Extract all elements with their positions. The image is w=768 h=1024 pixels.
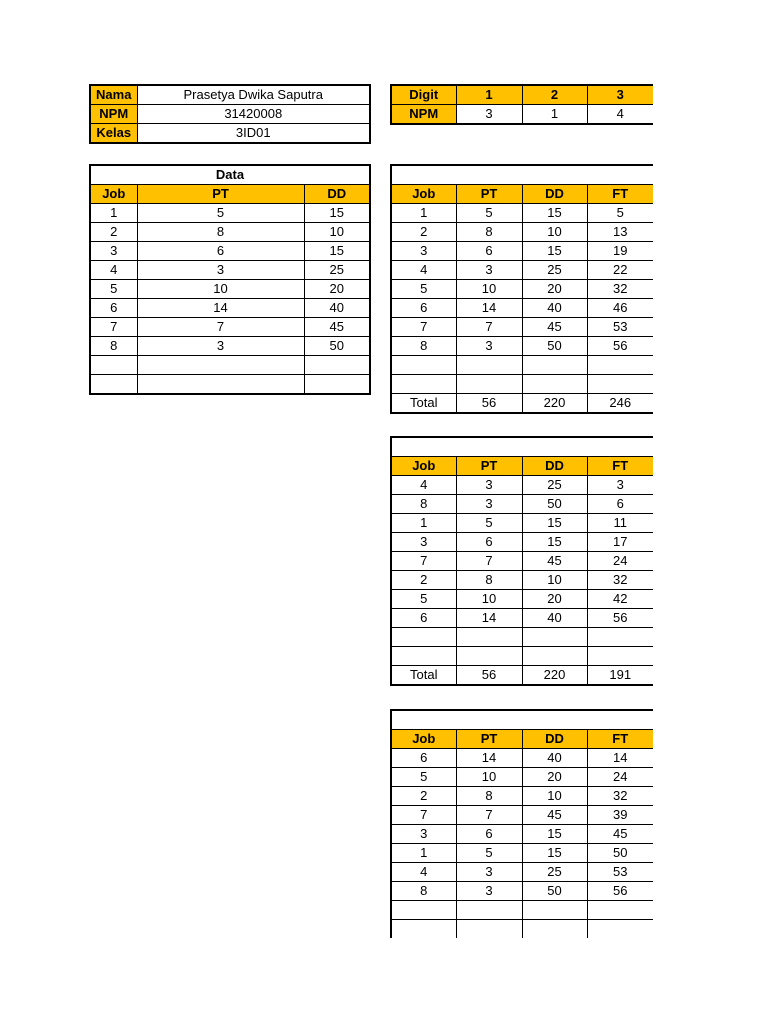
schedule-cell: 4 xyxy=(391,863,456,882)
npm-digit-table xyxy=(390,84,653,125)
schedule-total-cell: 246 xyxy=(587,394,653,414)
schedule-cell xyxy=(587,356,653,375)
data-cell: 8 xyxy=(137,223,304,242)
data-cell: 4 xyxy=(90,261,137,280)
table-row xyxy=(391,825,653,844)
table-row xyxy=(391,375,653,394)
schedule-cell xyxy=(587,375,653,394)
schedule-cell xyxy=(456,375,522,394)
schedule-cell: 10 xyxy=(456,590,522,609)
schedule-cell: 50 xyxy=(522,882,587,901)
table-row xyxy=(90,299,370,318)
data-cell: 7 xyxy=(90,318,137,337)
schedule-column-header: FT xyxy=(587,185,653,204)
schedule-cell: 10 xyxy=(522,571,587,590)
schedule-title-cell xyxy=(391,165,653,185)
schedule-cell: 1 xyxy=(391,844,456,863)
schedule-cell: 7 xyxy=(456,552,522,571)
schedule-cell: 40 xyxy=(522,299,587,318)
schedule-cell: 8 xyxy=(456,571,522,590)
schedule-cell xyxy=(391,356,456,375)
schedule-cell: 10 xyxy=(522,787,587,806)
table-row xyxy=(391,337,653,356)
schedule-cell: 15 xyxy=(522,533,587,552)
schedule-cell: 24 xyxy=(587,552,653,571)
table-row xyxy=(391,749,653,768)
schedule-header-row xyxy=(391,457,653,476)
schedule-cell: 45 xyxy=(522,806,587,825)
schedule-cell: 14 xyxy=(456,299,522,318)
data-cell xyxy=(137,356,304,375)
table-row xyxy=(391,768,653,787)
data-cell: 7 xyxy=(137,318,304,337)
schedule-cell: 50 xyxy=(587,844,653,863)
schedule-cell: 5 xyxy=(456,844,522,863)
schedule-column-header: PT xyxy=(456,730,522,749)
schedule-cell xyxy=(391,628,456,647)
table-row xyxy=(391,901,653,920)
table-row xyxy=(391,476,653,495)
schedule-cell: 6 xyxy=(456,242,522,261)
table-row xyxy=(90,242,370,261)
table-row xyxy=(391,204,653,223)
table-row xyxy=(391,571,653,590)
schedule-total-label: Total xyxy=(391,394,456,414)
schedule-cell xyxy=(456,901,522,920)
schedule-cell xyxy=(456,628,522,647)
data-cell: 20 xyxy=(304,280,370,299)
schedule-cell: 3 xyxy=(456,476,522,495)
schedule-cell: 56 xyxy=(587,609,653,628)
schedule-cell: 24 xyxy=(587,768,653,787)
digit-header-row xyxy=(391,85,653,105)
schedule-cell: 5 xyxy=(391,280,456,299)
schedule-cell: 3 xyxy=(391,825,456,844)
data-column-header: Job xyxy=(90,185,137,204)
schedule-cell: 15 xyxy=(522,844,587,863)
schedule-title-row xyxy=(391,165,653,185)
schedule-column-header: Job xyxy=(391,185,456,204)
schedule-cell: 10 xyxy=(456,280,522,299)
schedule-cell: 25 xyxy=(522,476,587,495)
data-cell: 40 xyxy=(304,299,370,318)
schedule-cell: 5 xyxy=(391,590,456,609)
data-cell xyxy=(90,375,137,395)
table-row xyxy=(90,223,370,242)
schedule-column-header: FT xyxy=(587,457,653,476)
table-row xyxy=(391,647,653,666)
table-row xyxy=(90,337,370,356)
schedule-cell: 1 xyxy=(391,514,456,533)
schedule-cell: 32 xyxy=(587,787,653,806)
table-row xyxy=(391,280,653,299)
schedule-cell: 14 xyxy=(587,749,653,768)
table-row xyxy=(391,882,653,901)
table-row xyxy=(391,806,653,825)
schedule-cell: 32 xyxy=(587,280,653,299)
table-row xyxy=(90,375,370,395)
schedule-cell xyxy=(587,647,653,666)
schedule-cell xyxy=(587,901,653,920)
data-cell xyxy=(304,356,370,375)
table-row xyxy=(391,495,653,514)
schedule-cell: 42 xyxy=(587,590,653,609)
digit-header-cell: 2 xyxy=(522,85,587,105)
digit-header-cell: 3 xyxy=(587,85,653,105)
data-cell: 15 xyxy=(304,204,370,223)
schedule-cell: 46 xyxy=(587,299,653,318)
data-cell xyxy=(90,356,137,375)
table-row xyxy=(391,590,653,609)
table-row xyxy=(391,552,653,571)
table-row xyxy=(391,223,653,242)
schedule-cell: 8 xyxy=(456,223,522,242)
schedule-total-cell: 191 xyxy=(587,666,653,686)
schedule-cell: 2 xyxy=(391,787,456,806)
schedule-column-header: Job xyxy=(391,457,456,476)
schedule-cell: 50 xyxy=(522,495,587,514)
schedule-cell xyxy=(522,920,587,939)
data-title-row xyxy=(90,165,370,185)
data-cell: 3 xyxy=(137,261,304,280)
table-row xyxy=(391,318,653,337)
schedule-cell: 53 xyxy=(587,318,653,337)
schedule-cell: 40 xyxy=(522,749,587,768)
schedule-cell: 3 xyxy=(456,261,522,280)
data-column-header: DD xyxy=(304,185,370,204)
schedule-cell: 5 xyxy=(587,204,653,223)
schedule-cell: 4 xyxy=(391,476,456,495)
data-header-row xyxy=(90,185,370,204)
schedule-cell: 20 xyxy=(522,768,587,787)
data-cell: 45 xyxy=(304,318,370,337)
schedule-total-cell: 220 xyxy=(522,666,587,686)
schedule-cell: 7 xyxy=(391,806,456,825)
schedule-cell: 17 xyxy=(587,533,653,552)
schedule-column-header: PT xyxy=(456,457,522,476)
digit-value-cell: 1 xyxy=(522,105,587,125)
data-cell: 14 xyxy=(137,299,304,318)
schedule-column-header: DD xyxy=(522,185,587,204)
schedule-cell: 7 xyxy=(456,806,522,825)
table-row xyxy=(90,318,370,337)
data-table xyxy=(89,164,371,395)
data-cell xyxy=(137,375,304,395)
table-row xyxy=(391,863,653,882)
schedule-cell: 22 xyxy=(587,261,653,280)
schedule-cell: 14 xyxy=(456,609,522,628)
table-row xyxy=(90,280,370,299)
schedule-cell: 6 xyxy=(391,299,456,318)
table-row xyxy=(391,299,653,318)
schedule-total-label: Total xyxy=(391,666,456,686)
schedule-total-row xyxy=(391,666,653,686)
table-row xyxy=(391,787,653,806)
identity-row xyxy=(90,85,370,105)
schedule-cell: 15 xyxy=(522,204,587,223)
schedule-cell xyxy=(522,901,587,920)
schedule-cell: 3 xyxy=(587,476,653,495)
data-cell: 2 xyxy=(90,223,137,242)
schedule-cell xyxy=(391,901,456,920)
identity-value: Prasetya Dwika Saputra xyxy=(137,85,370,105)
schedule-cell: 3 xyxy=(391,242,456,261)
schedule-cell: 3 xyxy=(391,533,456,552)
schedule-title-cell xyxy=(391,437,653,457)
identity-row xyxy=(90,124,370,144)
schedule-cell: 7 xyxy=(391,552,456,571)
schedule-cell: 53 xyxy=(587,863,653,882)
schedule-cell: 19 xyxy=(587,242,653,261)
digit-header-cell: 1 xyxy=(456,85,522,105)
schedule-cell xyxy=(456,647,522,666)
schedule-cell: 10 xyxy=(456,768,522,787)
schedule-cell: 25 xyxy=(522,261,587,280)
identity-label: Kelas xyxy=(90,124,137,144)
schedule-cell xyxy=(587,920,653,939)
schedule-column-header: DD xyxy=(522,457,587,476)
schedule-table-3 xyxy=(390,709,653,938)
schedule-cell: 6 xyxy=(391,749,456,768)
data-column-header: PT xyxy=(137,185,304,204)
schedule-cell xyxy=(522,647,587,666)
schedule-cell: 45 xyxy=(522,552,587,571)
schedule-cell: 3 xyxy=(456,495,522,514)
digit-value-cell: 3 xyxy=(456,105,522,125)
schedule-cell: 20 xyxy=(522,280,587,299)
schedule-cell: 14 xyxy=(456,749,522,768)
identity-table xyxy=(89,84,371,144)
schedule-cell: 25 xyxy=(522,863,587,882)
data-cell: 6 xyxy=(137,242,304,261)
data-table-title: Data xyxy=(90,165,370,185)
identity-value: 31420008 xyxy=(137,105,370,124)
schedule-cell: 39 xyxy=(587,806,653,825)
table-row xyxy=(90,204,370,223)
schedule-cell: 45 xyxy=(522,318,587,337)
schedule-cell: 7 xyxy=(391,318,456,337)
schedule-cell xyxy=(456,920,522,939)
data-cell: 6 xyxy=(90,299,137,318)
schedule-cell: 40 xyxy=(522,609,587,628)
table-row xyxy=(391,533,653,552)
table-row xyxy=(391,844,653,863)
schedule-cell: 13 xyxy=(587,223,653,242)
schedule-cell xyxy=(522,356,587,375)
digit-value-row xyxy=(391,105,653,125)
schedule-cell xyxy=(456,356,522,375)
schedule-header-row xyxy=(391,730,653,749)
data-cell: 3 xyxy=(90,242,137,261)
data-cell: 1 xyxy=(90,204,137,223)
schedule-title-row xyxy=(391,710,653,730)
data-cell: 5 xyxy=(137,204,304,223)
table-row xyxy=(391,628,653,647)
schedule-column-header: DD xyxy=(522,730,587,749)
schedule-cell: 4 xyxy=(391,261,456,280)
table-row xyxy=(90,261,370,280)
schedule-cell: 15 xyxy=(522,825,587,844)
table-row xyxy=(391,514,653,533)
table-row xyxy=(391,609,653,628)
schedule-cell: 15 xyxy=(522,514,587,533)
schedule-cell: 3 xyxy=(456,337,522,356)
schedule-cell: 6 xyxy=(456,825,522,844)
schedule-cell: 11 xyxy=(587,514,653,533)
schedule-cell: 5 xyxy=(456,204,522,223)
schedule-cell: 1 xyxy=(391,204,456,223)
schedule-table-2 xyxy=(390,436,653,686)
data-cell: 5 xyxy=(90,280,137,299)
schedule-total-cell: 56 xyxy=(456,666,522,686)
schedule-table-1 xyxy=(390,164,653,414)
digit-row-label: NPM xyxy=(391,105,456,125)
identity-row xyxy=(90,105,370,124)
schedule-cell: 2 xyxy=(391,571,456,590)
schedule-cell: 8 xyxy=(391,495,456,514)
schedule-cell: 6 xyxy=(391,609,456,628)
schedule-column-header: Job xyxy=(391,730,456,749)
identity-value: 3ID01 xyxy=(137,124,370,144)
data-cell xyxy=(304,375,370,395)
schedule-column-header: PT xyxy=(456,185,522,204)
schedule-cell: 45 xyxy=(587,825,653,844)
schedule-cell: 8 xyxy=(391,882,456,901)
schedule-cell: 5 xyxy=(456,514,522,533)
schedule-cell xyxy=(391,375,456,394)
schedule-cell: 20 xyxy=(522,590,587,609)
identity-label: Nama xyxy=(90,85,137,105)
data-cell: 10 xyxy=(137,280,304,299)
schedule-cell: 50 xyxy=(522,337,587,356)
schedule-cell xyxy=(587,628,653,647)
table-row xyxy=(391,261,653,280)
schedule-cell: 8 xyxy=(391,337,456,356)
schedule-cell xyxy=(391,647,456,666)
schedule-cell: 5 xyxy=(391,768,456,787)
schedule-cell: 56 xyxy=(587,882,653,901)
schedule-cell: 32 xyxy=(587,571,653,590)
table-row xyxy=(90,356,370,375)
table-row xyxy=(391,920,653,939)
data-cell: 50 xyxy=(304,337,370,356)
schedule-cell xyxy=(522,375,587,394)
schedule-cell: 3 xyxy=(456,882,522,901)
digit-value-cell: 4 xyxy=(587,105,653,125)
schedule-cell xyxy=(522,628,587,647)
schedule-total-cell: 220 xyxy=(522,394,587,414)
schedule-cell: 56 xyxy=(587,337,653,356)
schedule-cell: 10 xyxy=(522,223,587,242)
schedule-total-cell: 56 xyxy=(456,394,522,414)
data-cell: 8 xyxy=(90,337,137,356)
schedule-title-row xyxy=(391,437,653,457)
schedule-cell: 3 xyxy=(456,863,522,882)
schedule-column-header: FT xyxy=(587,730,653,749)
schedule-cell: 15 xyxy=(522,242,587,261)
schedule-cell: 2 xyxy=(391,223,456,242)
schedule-header-row xyxy=(391,185,653,204)
schedule-cell: 8 xyxy=(456,787,522,806)
identity-label: NPM xyxy=(90,105,137,124)
schedule-cell: 6 xyxy=(456,533,522,552)
data-cell: 15 xyxy=(304,242,370,261)
data-cell: 10 xyxy=(304,223,370,242)
schedule-cell xyxy=(391,920,456,939)
schedule-cell: 7 xyxy=(456,318,522,337)
table-row xyxy=(391,356,653,375)
schedule-cell: 6 xyxy=(587,495,653,514)
schedule-total-row xyxy=(391,394,653,414)
data-cell: 25 xyxy=(304,261,370,280)
schedule-title-cell xyxy=(391,710,653,730)
data-cell: 3 xyxy=(137,337,304,356)
table-row xyxy=(391,242,653,261)
digit-header-cell: Digit xyxy=(391,85,456,105)
